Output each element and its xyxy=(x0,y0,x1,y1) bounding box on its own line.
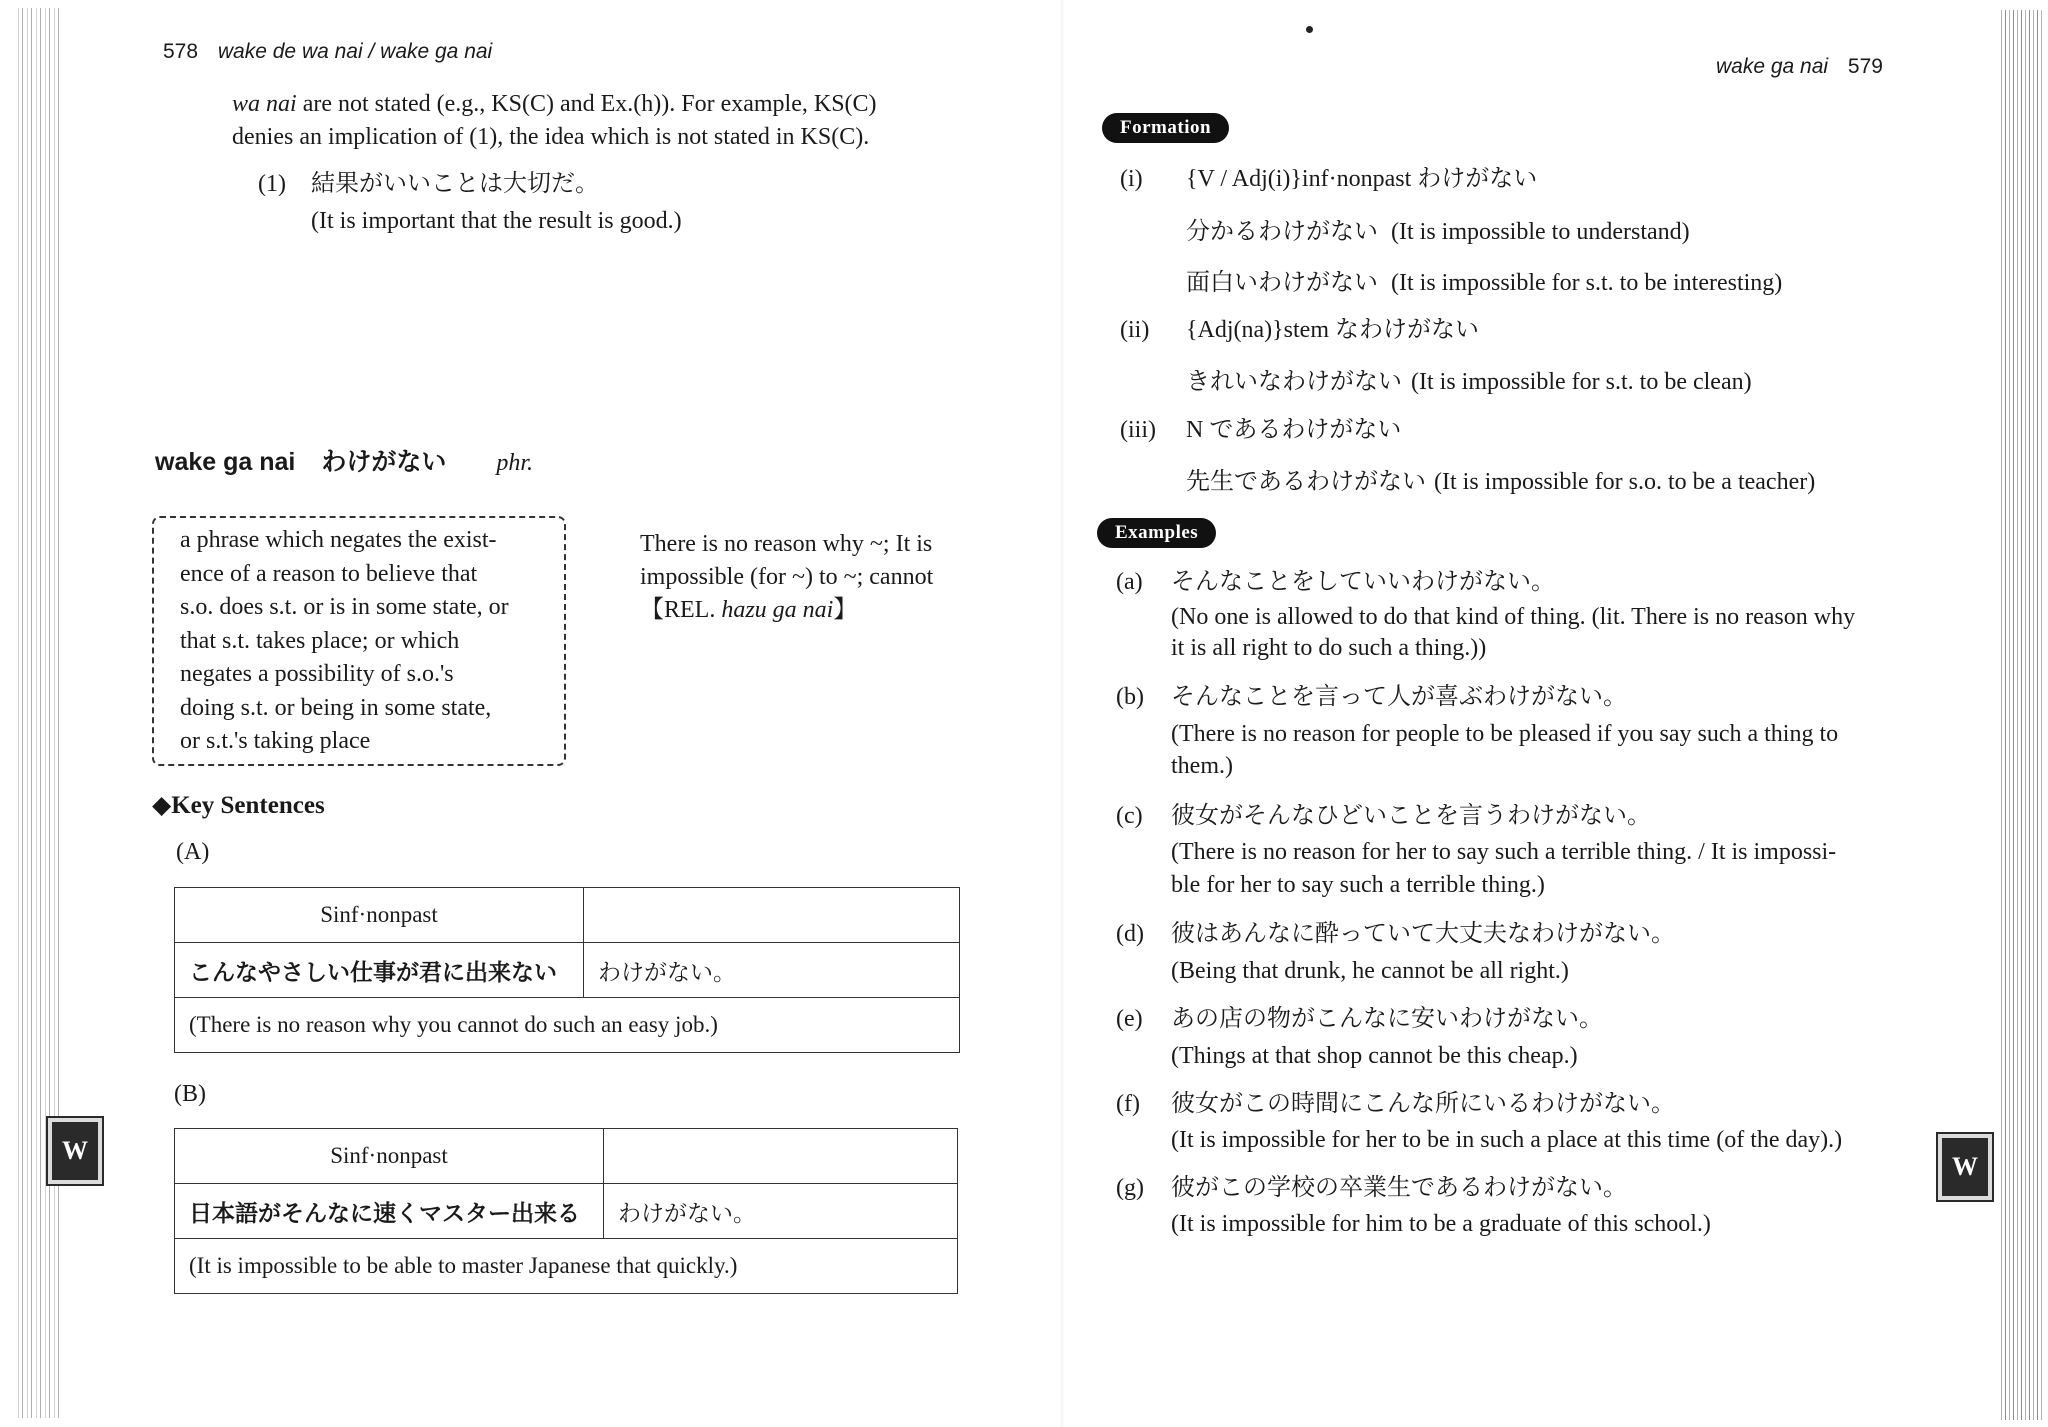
example-label: (g) xyxy=(1116,1175,1144,1201)
definition-line: doing s.t. or being in some state, xyxy=(180,694,492,721)
intro-line-1: wa nai are not stated (e.g., KS(C) and Ex.(h)). For example, KS(C) xyxy=(232,91,877,117)
examples-label: Examples xyxy=(1097,518,1216,548)
example-label: (f) xyxy=(1116,1091,1140,1117)
example-jp: 彼女がこの時間にこんな所にいるわけがない。 xyxy=(1171,1091,1675,1117)
example-japanese: 結果がいいことは大切だ。 xyxy=(311,171,599,197)
gloss-line-1: There is no reason why ~; It is xyxy=(640,531,933,557)
definition-box xyxy=(152,516,566,766)
ks-b-tail: わけがない。 xyxy=(604,1184,958,1239)
example-en: ble for her to say such a terrible thing.) xyxy=(1171,872,1545,898)
entry-heading xyxy=(155,442,533,478)
formation-num: (i) xyxy=(1120,166,1143,192)
formation-example-jp: 分かるわけがない xyxy=(1186,219,1378,245)
formation-pattern: {Adj(na)}stem なわけがない xyxy=(1186,317,1480,343)
right-page-edge xyxy=(1998,10,2042,1420)
formation-example-jp: 面白いわけがない xyxy=(1186,270,1378,296)
entry-kana: わけがない xyxy=(321,449,447,476)
example-en: (Things at that shop cannot be this cheap.) xyxy=(1171,1043,1578,1069)
example-en: (No one is allowed to do that kind of thing. (lit. There is no reason why xyxy=(1171,604,1856,630)
left-page-number: 578 xyxy=(163,40,199,63)
example-jp: あの店の物がこんなに安いわけがない。 xyxy=(1171,1006,1603,1032)
example-en: (It is impossible for him to be a graduate of this school.) xyxy=(1171,1211,1711,1237)
example-en: it is all right to do such a thing.)) xyxy=(1171,635,1487,661)
example-english: (It is important that the result is good.) xyxy=(311,208,682,234)
ks-a-english: (There is no reason why you cannot do such an easy job.) xyxy=(175,998,960,1053)
right-page-number: 579 xyxy=(1847,55,1883,78)
key-sentence-b-table xyxy=(174,1128,958,1294)
right-running-head: wake ga nai xyxy=(1716,55,1829,78)
definition-line: ence of a reason to believe that xyxy=(180,560,478,587)
formation-label: Formation xyxy=(1102,113,1229,143)
formation-pattern: {V / Adj(i)}inf·nonpast わけがない xyxy=(1186,166,1538,192)
scan-dot xyxy=(1306,26,1313,33)
example-label: (e) xyxy=(1116,1006,1143,1032)
example-jp: 彼はあんなに酔っていて大丈夫なわけがない。 xyxy=(1171,921,1675,947)
example-number: (1) xyxy=(258,171,286,197)
ks-b-japanese: 日本語がそんなに速くマスター出来る xyxy=(175,1184,604,1239)
example-jp: 彼女がそんなひどいことを言うわけがない。 xyxy=(1171,803,1651,829)
formation-example-en: (It is impossible for s.t. to be clean) xyxy=(1411,369,1752,395)
formation-example-jp: きれいなわけがない xyxy=(1186,369,1402,395)
example-jp: 彼がこの学校の卒業生であるわけがない。 xyxy=(1171,1175,1627,1201)
key-sentence-b-label: (B) xyxy=(174,1081,206,1107)
definition-line: negates a possibility of s.o.'s xyxy=(180,661,454,687)
example-en: (Being that drunk, he cannot be all right.) xyxy=(1171,958,1569,984)
definition-line: a phrase which negates the exist- xyxy=(180,527,497,553)
key-sentence-a-label: (A) xyxy=(176,839,210,865)
formation-pattern: N であるわけがない xyxy=(1186,417,1402,443)
ks-a-empty xyxy=(584,888,960,943)
left-running-head: wake de wa nai / wake ga nai xyxy=(217,40,493,63)
ks-b-empty xyxy=(604,1129,958,1184)
entry-romaji: wake ga nai xyxy=(155,448,296,476)
ks-a-japanese: こんなやさしい仕事が君に出来ない xyxy=(175,943,584,998)
right-side-tab: W xyxy=(1938,1134,1992,1200)
formation-num: (iii) xyxy=(1120,417,1156,443)
left-page-header xyxy=(163,40,492,64)
right-page-header xyxy=(1716,55,1883,79)
definition-line: or s.t.'s taking place xyxy=(180,728,371,754)
intro-line-2: denies an implication of (1), the idea which is not stated in KS(C). xyxy=(232,124,870,150)
example-label: (a) xyxy=(1116,569,1143,595)
gloss-line-2: impossible (for ~) to ~; cannot xyxy=(640,564,934,590)
formation-example-en: (It is impossible for s.t. to be interesting) xyxy=(1391,270,1783,296)
formation-example-en: (It is impossible to understand) xyxy=(1391,219,1690,245)
ks-b-english: (It is impossible to be able to master Japanese that quickly.) xyxy=(175,1239,958,1294)
left-page-edge xyxy=(18,8,62,1418)
example-en: (There is no reason for people to be pleased if you say such a thing to xyxy=(1171,721,1839,747)
example-en: (There is no reason for her to say such a terrible thing. / It is impossi- xyxy=(1171,839,1837,865)
ks-a-header: Sinf·nonpast xyxy=(175,888,584,943)
formation-num: (ii) xyxy=(1120,317,1150,343)
entry-part-of-speech: phr. xyxy=(496,450,534,476)
definition-line: that s.t. takes place; or which xyxy=(180,627,460,654)
example-label: (c) xyxy=(1116,803,1143,829)
key-sentences-heading: ◆Key Sentences xyxy=(152,792,325,819)
key-sentence-a-table xyxy=(174,887,960,1053)
gloss-related: 【REL. hazu ga nai】 xyxy=(640,597,858,623)
ks-b-header: Sinf·nonpast xyxy=(175,1129,604,1184)
example-jp: そんなことを言って人が喜ぶわけがない。 xyxy=(1171,684,1627,710)
example-en: (It is impossible for her to be in such a place at this time (of the day).) xyxy=(1171,1127,1843,1153)
definition-line: s.o. does s.t. or is in some state, or xyxy=(180,594,509,620)
ks-a-tail: わけがない。 xyxy=(584,943,960,998)
formation-example-jp: 先生であるわけがない xyxy=(1186,469,1426,495)
example-label: (b) xyxy=(1116,684,1144,710)
example-label: (d) xyxy=(1116,921,1144,947)
left-side-tab: W xyxy=(48,1118,102,1184)
example-jp: そんなことをしていいわけがない。 xyxy=(1171,569,1555,595)
formation-example-en: (It is impossible for s.o. to be a teacher) xyxy=(1434,469,1816,495)
example-en: them.) xyxy=(1171,753,1233,779)
book-gutter xyxy=(1060,0,1064,1427)
